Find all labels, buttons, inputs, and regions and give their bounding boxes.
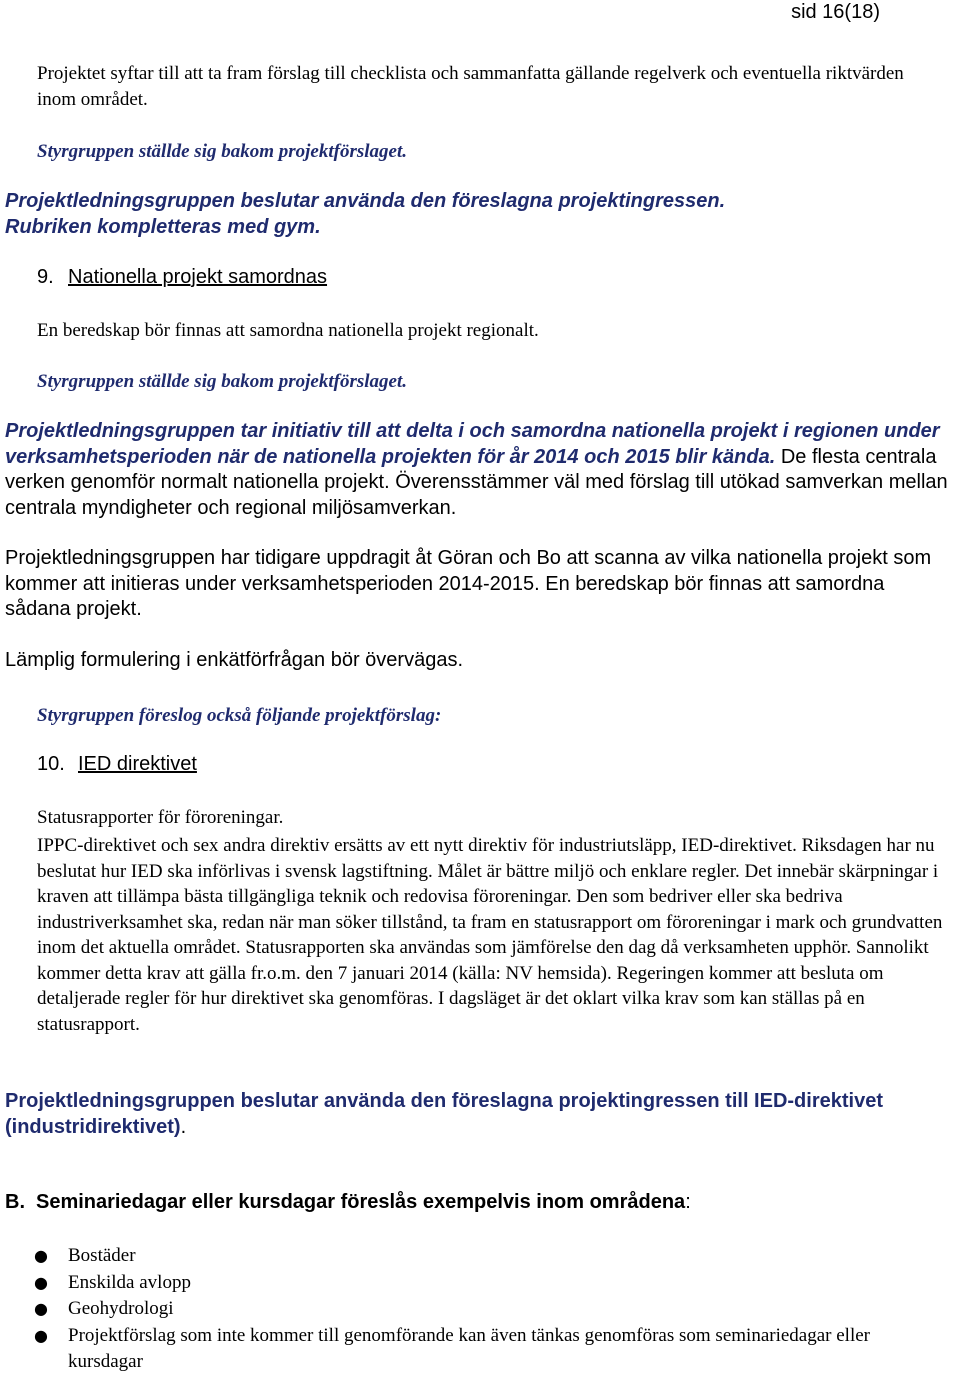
- section-title: Nationella projekt samordnas: [68, 266, 328, 288]
- list-item: ● Projektförslag som inte kommer till genomförande kan även tänkas genomföras som seminariedagar eller kursdagar: [34, 1324, 870, 1372]
- steering-group-proposal: Styrgruppen föreslog också följande projektförslag:: [37, 705, 442, 726]
- initiative-paragraph: [5, 419, 955, 521]
- project-group-decision-ied: [5, 1089, 905, 1140]
- decision-period: .: [180, 1115, 187, 1138]
- project-group-decision: [5, 189, 925, 240]
- bullet-icon: ●: [34, 1246, 48, 1265]
- survey-note: Lämplig formulering i enkätförfrågan bör övervägas.: [5, 649, 464, 671]
- assignment-paragraph: Projektledningsgruppen har tidigare uppdragit åt Göran och Bo att scanna av vilka nationella projekt som kommer att initieras under verksamhetsperioden 2014-2015. En beredskap bör finnas att samordna sådana projekt.: [5, 547, 932, 620]
- status-reports-line: Statusrapporter för föroreningar.: [37, 807, 284, 828]
- topic-list: [34, 1243, 888, 1376]
- list-item: ● Enskilda avlopp: [68, 1270, 888, 1297]
- section-title: IED direktivet: [78, 753, 197, 775]
- decision-line-2: Rubriken kompletteras med gym.: [5, 215, 321, 238]
- bullet-icon: ●: [34, 1272, 48, 1292]
- steering-group-note: Styrgruppen ställde sig bakom projektförslaget.: [37, 141, 407, 162]
- initiative-comment: De flesta centrala verken genomför normalt nationella projekt. Överensstämmer väl med förslag till utökad samverkan mellan centrala myndigheter och regional miljösamverkan.: [5, 445, 948, 519]
- section-letter: B.: [5, 1191, 25, 1213]
- initiative-decision: Projektledningsgruppen tar initiativ till att delta i och samordna nationella projekt i regionen under verksamhetsperioden när de nationella projekten för år 2014 och 2015 blir kända.: [5, 420, 940, 468]
- list-item: ● Geohydrologi: [68, 1296, 888, 1323]
- section-heading-10: [37, 752, 197, 778]
- steering-group-note: Styrgruppen ställde sig bakom projektförslaget.: [37, 371, 407, 392]
- page-number: sid 16(18): [791, 1, 880, 23]
- section-heading-9: [37, 265, 327, 291]
- section-number: 9.: [37, 266, 54, 288]
- bullet-icon: ●: [34, 1325, 48, 1345]
- section-9-paragraph: En beredskap bör finnas att samordna nationella projekt regionalt.: [37, 320, 539, 341]
- section-number: 10.: [37, 753, 65, 775]
- bullet-icon: ●: [34, 1299, 48, 1318]
- decision-line-1: Projektledningsgruppen beslutar använda den föreslagna projektingressen.: [5, 190, 726, 212]
- section-colon: :: [685, 1191, 691, 1213]
- list-item: ● Bostäder: [68, 1243, 888, 1270]
- intro-paragraph: Projektet syftar till att ta fram förslag till checklista och sammanfatta gällande regelverk och eventuella riktvärden inom området.: [37, 63, 904, 110]
- section-title: Seminariedagar eller kursdagar föreslås exempelvis inom områdena: [36, 1191, 686, 1213]
- decision-text: Projektledningsgruppen beslutar använda den föreslagna projektingressen till IED-direktivet (industridirektivet): [5, 1090, 883, 1138]
- ied-paragraph: IPPC-direktivet och sex andra direktiv ersätts av ett nytt direktiv för industriutsläpp, IED-direktivet. Riksdagen har nu beslutat hur IED ska införlivas i svensk lagstiftning. Målet är bättre miljö och enklare regler. Det innebär skärpningar i kraven att tillämpa bästa tillgängliga teknik och redovisa föroreningar. Den som bedriver eller ska bedriva industriverksamhet ska, redan när man söker tillstånd, ta fram en statusrapport om föroreningar i mark och grundvatten inom det aktuella området. Statusrapporten ska användas som jämförelse den dag då verksamheten upphör. Sannolikt kommer detta krav att gälla fr.o.m. den 7 januari 2014 (källa: NV hemsida). Regeringen kommer att besluta om detaljerade regler för hur direktivet ska genomföras. I dagsläget är det oklart vilka krav som kan ställas på en statusrapport.: [37, 835, 943, 1035]
- section-heading-b: [5, 1190, 691, 1216]
